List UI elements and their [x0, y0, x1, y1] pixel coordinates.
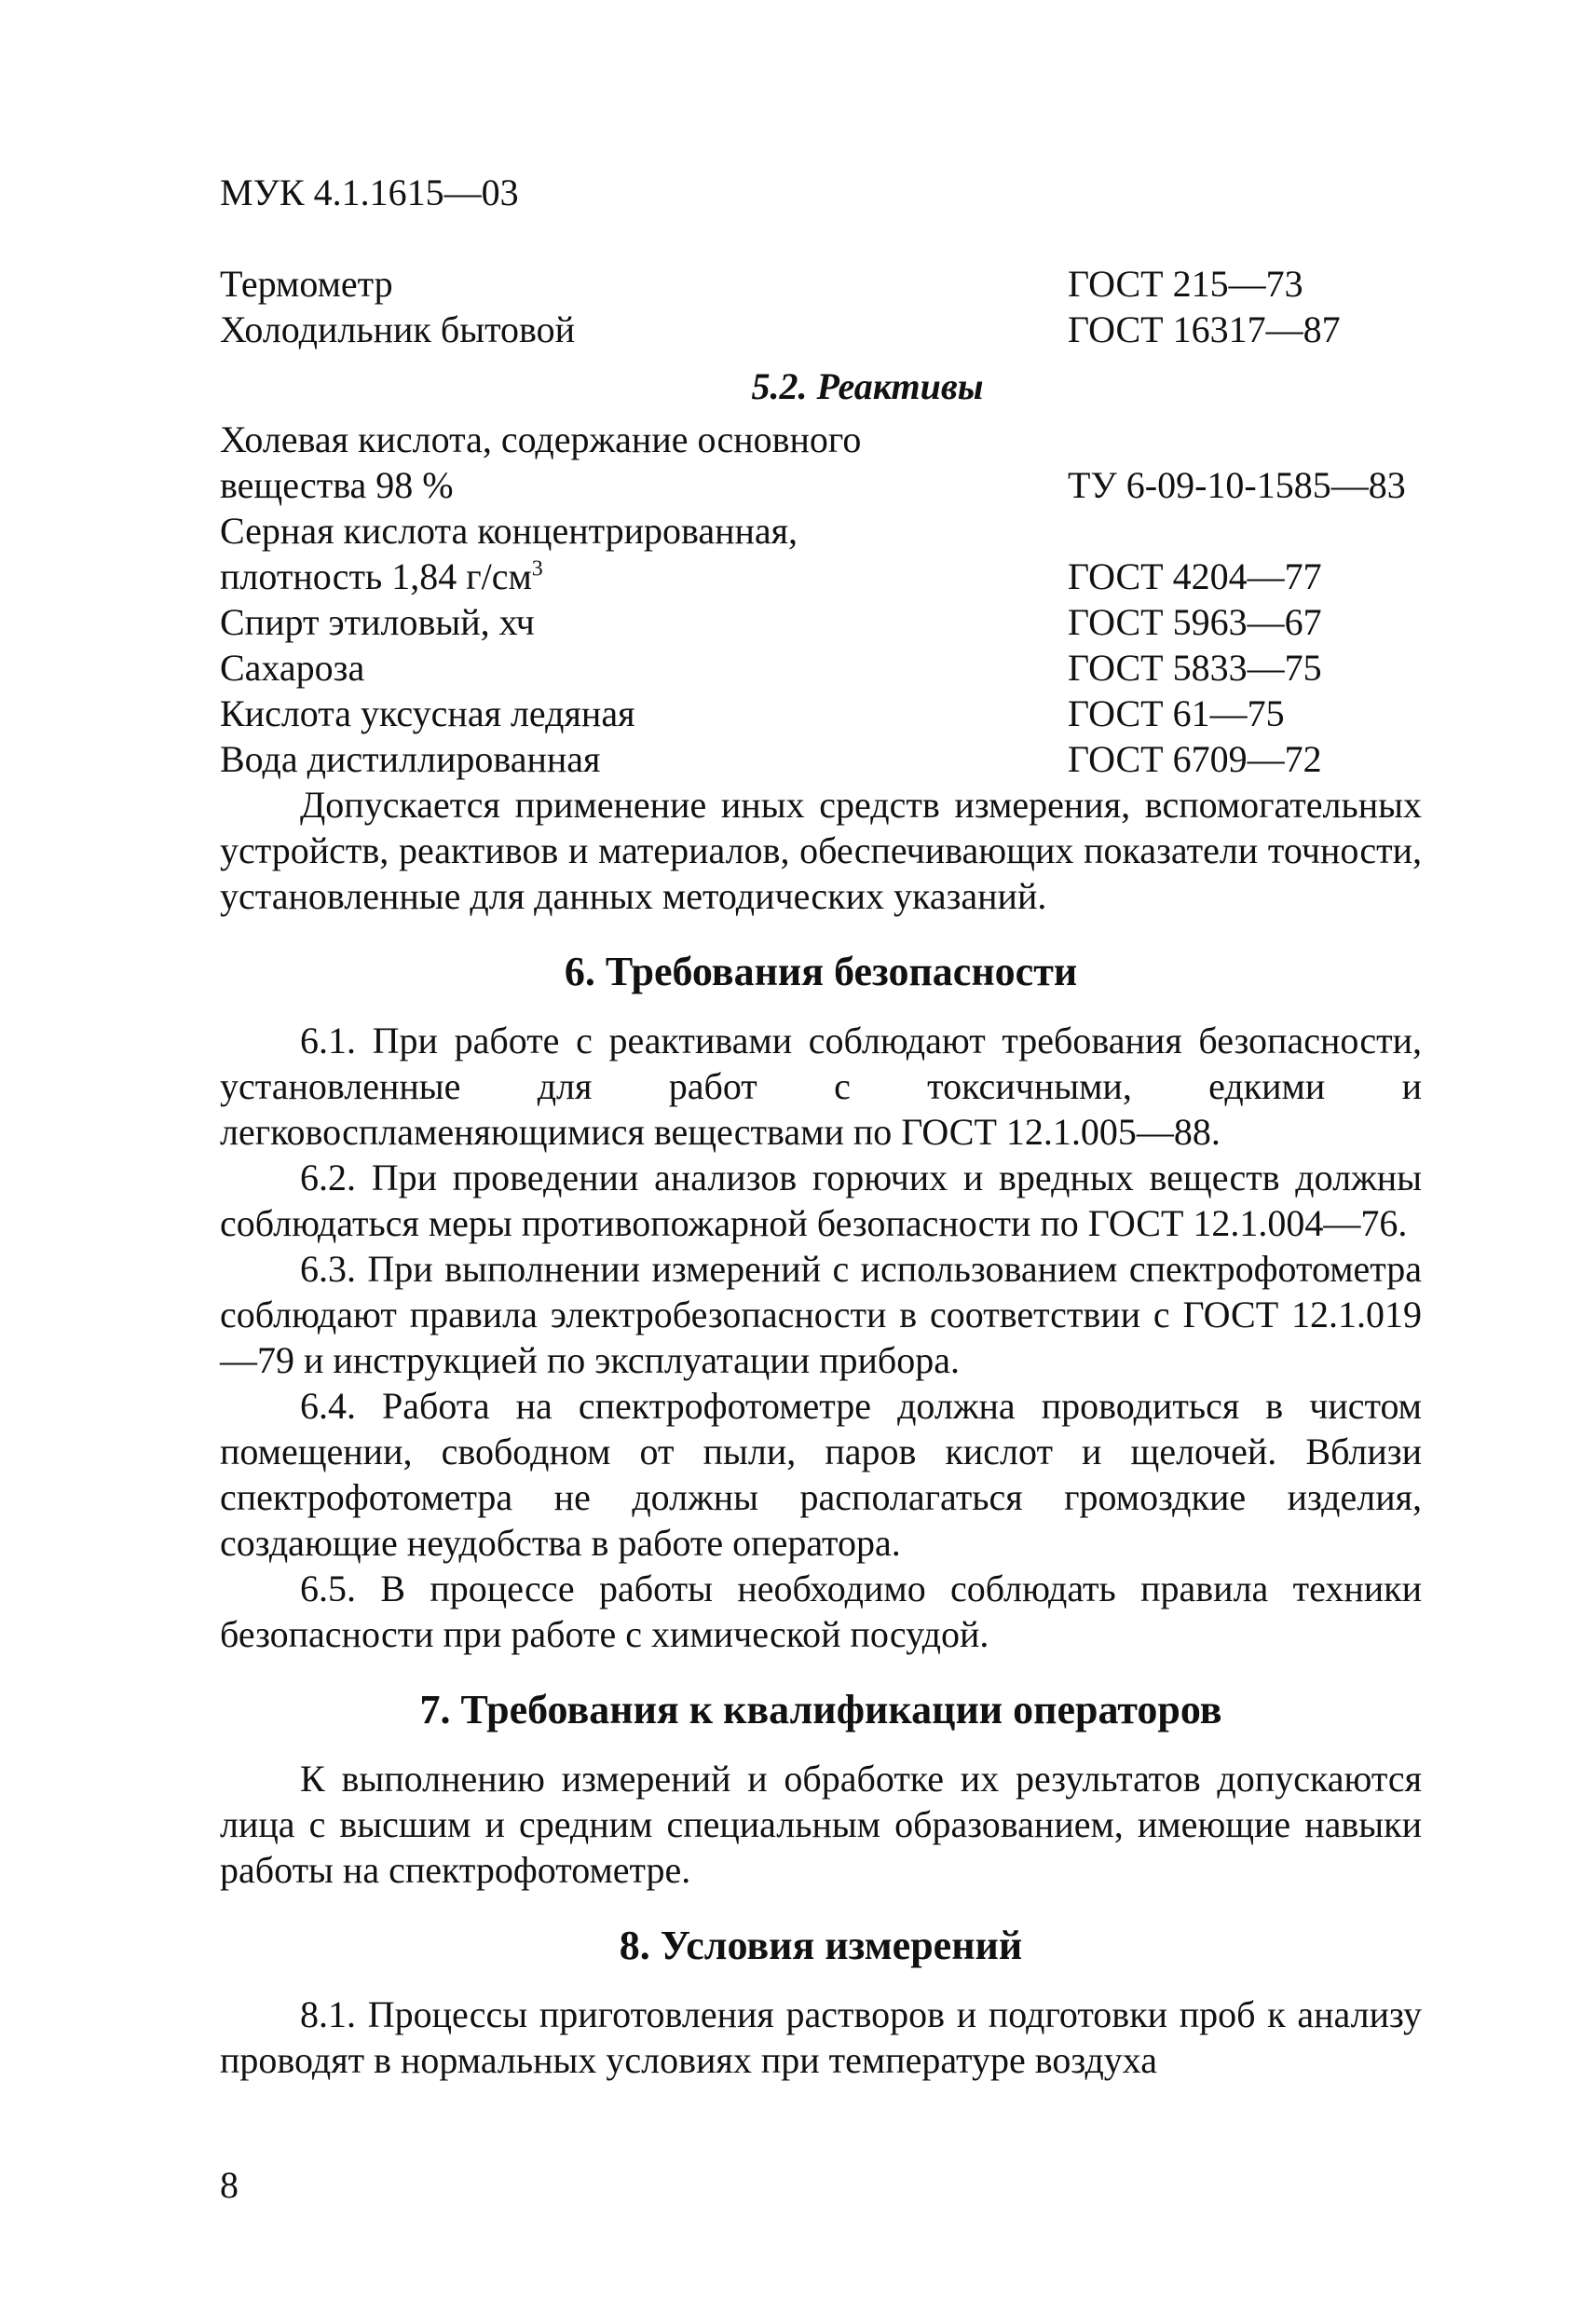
reagent-item: [220, 645, 1422, 691]
reagent-item: [220, 417, 1422, 508]
reagent-name: [220, 508, 1068, 599]
reagent-item: [220, 736, 1422, 782]
section-6-para: 6.3. При выполнении измерений с использованием спектрофотометра соблюдают правила электробезопасности в соответствии с ГОСТ 12.1.019—79 и инструкцией по эксплуатации прибора.: [220, 1248, 1422, 1381]
section-6-para: 6.5. В процессе работы необходимо соблюдать правила техники безопасности при работе с химической посудой.: [220, 1568, 1422, 1655]
reagent-item: [220, 599, 1422, 645]
reagent-name-line-with-sup: [220, 554, 1068, 599]
section-6-para: 6.4. Работа на спектрофотометре должна проводиться в чистом помещении, свободном от пыли, паров кислот и щелочей. Вблизи спектрофотометра не должны располагаться громоздкие изделия, создающие неудобства в работе оператора.: [220, 1385, 1422, 1564]
reagent-name-line: Холевая кислота, содержание основного: [220, 418, 862, 460]
reagent-name-line: вещества 98 %: [220, 464, 454, 506]
document-code: МУК 4.1.1615—03: [220, 171, 519, 213]
page-number: 8: [220, 2164, 239, 2206]
section-6-para: 6.2. При проведении анализов горючих и вредных веществ должны соблюдаться меры противопожарной безопасности по ГОСТ 12.1.004—76.: [220, 1157, 1422, 1244]
section-6-para: 6.1. При работе с реактивами соблюдают требования безопасности, установленные для работ с токсичными, едкими и легковоспламеняющимися веществами по ГОСТ 12.1.005—88.: [220, 1020, 1422, 1153]
reagents-heading: 5.2. Реактивы: [751, 365, 984, 407]
reagent-standard: ГОСТ 5833—75: [1068, 647, 1322, 689]
reagent-standard: ГОСТ 4204—77: [1068, 555, 1322, 597]
equipment-name: Холодильник бытовой: [220, 308, 576, 350]
section-6-title: 6. Требования безопасности: [564, 949, 1078, 994]
reagent-name: Кислота уксусная ледяная: [220, 692, 635, 734]
reagent-item: [220, 691, 1422, 736]
reagent-name-line: Серная кислота концентрированная,: [220, 510, 798, 552]
reagent-standard: ГОСТ 61—75: [1068, 692, 1285, 734]
equipment-standard: ГОСТ 16317—87: [1068, 308, 1341, 350]
reagent-name: Вода дистиллированная: [220, 738, 601, 780]
reagent-item: [220, 508, 1422, 599]
section-8-title: 8. Условия измерений: [619, 1923, 1023, 1968]
superscript: 3: [531, 556, 543, 582]
reagent-name-line: плотность 1,84 г/см: [220, 555, 532, 597]
reagent-name: Спирт этиловый, хч: [220, 601, 535, 643]
section-7-title: 7. Требования к квалификации операторов: [419, 1687, 1222, 1732]
allowance-paragraph: Допускается применение иных средств измерения, вспомогательных устройств, реактивов и материалов, обеспечивающих показатели точности, установленные для данных методических указаний.: [220, 784, 1422, 917]
equipment-standard: ГОСТ 215—73: [1068, 263, 1303, 305]
section-7-para: К выполнению измерений и обработке их результатов допускаются лица с высшим и средним специальным образованием, имеющие навыки работы на спектрофотометре.: [220, 1758, 1422, 1891]
page-content: [220, 261, 1422, 2083]
reagent-standard: ГОСТ 6709—72: [1068, 738, 1322, 780]
reagent-name: [220, 417, 1068, 508]
equipment-name: Термометр: [220, 263, 393, 305]
equipment-item: [220, 307, 1422, 352]
section-8-para: 8.1. Процессы приготовления растворов и подготовки проб к анализу проводят в нормальных условиях при температуре воздуха: [220, 1993, 1422, 2081]
reagent-standard: ТУ 6-09-10-1585—83: [1068, 464, 1406, 506]
reagent-name: Сахароза: [220, 647, 365, 689]
equipment-item: [220, 261, 1422, 307]
reagent-standard: ГОСТ 5963—67: [1068, 601, 1322, 643]
